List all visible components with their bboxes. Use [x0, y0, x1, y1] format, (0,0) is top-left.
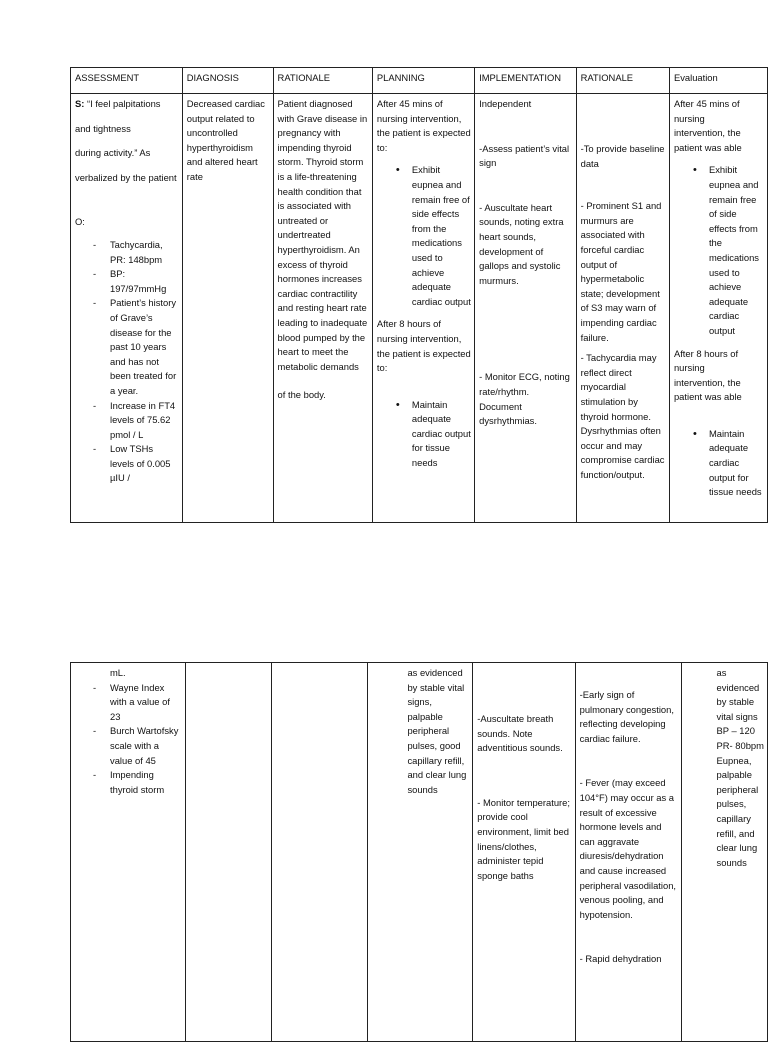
diagnosis-cell [185, 663, 271, 1042]
evaluation-goal-2: • Maintain adequate cardiac output for tissue needs [674, 427, 764, 500]
rationale-text-end: of the body. [277, 389, 326, 401]
rationale-2-item-3: - Rapid dehydration [579, 953, 662, 965]
list-item: - Increase in FT4 levels of 75.62 pmol / L [75, 399, 179, 443]
implementation-label: Independent [479, 98, 532, 109]
diagnosis-cell [182, 94, 273, 523]
evaluation-line: refill, and [716, 827, 755, 839]
implementation-cell [475, 94, 576, 523]
implementation-item-3: - Monitor ECG, noting rate/rhythm. Document dysrhythmias. [479, 371, 570, 427]
list-item: - Burch Wartofsky scale with a value of 45 [75, 724, 182, 768]
subjective-text-2: and tightness [75, 122, 131, 134]
header-row [71, 68, 768, 94]
planning-cell [368, 663, 473, 1042]
evaluation-line: BP – 120 [716, 725, 755, 737]
rationale-cell [273, 94, 372, 523]
implementation-item-2: - Monitor temperature; provide cool environment, limit bed linens/clothes, administer tepid sponge baths [477, 796, 570, 881]
planning-intro-2: After 8 hours of nursing intervention, the patient is expected to: [376, 318, 471, 374]
subjective-text-1: “I feel palpitations [86, 98, 161, 109]
evaluation-line: clear lung [716, 842, 758, 854]
rationale-text: Patient diagnosed with Grave disease in pregnancy with impending thyroid storm. Thyroid storm is a life-threatening health condition that is associated with untreated or undertreated hyperthyroidism. An excess of thyroid hormones increases cardiac contractility and resting heart rate leading to inadequate blood pumped by the heart to meet the metabolic demands [277, 98, 368, 372]
evaluation-cell [681, 663, 767, 1042]
evaluation-continued [686, 666, 764, 870]
evaluation-intro-2: After 8 hours of nursing intervention, the patient was able [673, 347, 742, 403]
objective-list [75, 238, 179, 486]
implementation-item-1: -Auscultate breath sounds. Note adventitious sounds. [477, 713, 563, 754]
rationale-2-item-1: -To provide baseline data [580, 143, 665, 169]
evaluation-intro-1: After 45 mins of nursing intervention, the patient was able [673, 98, 742, 153]
rationale-2-item-2: - Prominent S1 and murmurs are associated with forceful cardiac output of hypermetabolic state; development of S3 may warn of impending cardiac failure. [580, 200, 662, 343]
list-item: - Impending thyroid storm [75, 768, 182, 797]
evaluation-line: PR- 80bpm [716, 739, 764, 751]
planning-continued: as evidenced by stable vital signs, palpable peripheral pulses, good capillary refill, and clear lung sounds [407, 667, 467, 795]
planning-goal-2: • Maintain adequate cardiac output for tissue needs [377, 398, 471, 471]
evaluation-line: peripheral [716, 783, 759, 795]
evaluation-line: sounds [716, 856, 747, 868]
header-implementation: IMPLEMENTATION [475, 68, 576, 94]
objective-label: O: [75, 216, 85, 228]
subjective-text-3: during activity.” As [75, 147, 151, 159]
implementation-item-2: - Auscultate heart sounds, noting extra heart sounds, development of gallops and systolic murmurs. [479, 201, 564, 286]
evaluation-line: palpable [716, 769, 752, 781]
rationale-2-cell [576, 94, 669, 523]
objective-list [75, 681, 182, 798]
header-assessment: ASSESSMENT [71, 68, 183, 94]
assessment-cell [71, 94, 183, 523]
header-planning: PLANNING [372, 68, 474, 94]
evaluation-line: Eupnea, [716, 754, 752, 766]
planning-goal-1: • Exhibit eupnea and remain free of side effects from the medications used to achieve adequate cardiac output [377, 163, 471, 309]
rationale-2-item-1: -Early sign of pulmonary congestion, reflecting developing cardiac failure. [579, 689, 674, 744]
header-rationale: RATIONALE [273, 68, 372, 94]
evaluation-goal-1: • Exhibit eupnea and remain free of side effects from the medications used to achieve adequate cardiac output [674, 163, 764, 338]
rationale-cell [271, 663, 368, 1042]
care-plan-table-page-2 [70, 662, 768, 1042]
implementation-item-1: -Assess patient’s vital sign [479, 142, 570, 169]
content-row [71, 94, 768, 523]
subjective-label: S: [75, 98, 85, 109]
planning-intro-1: After 45 mins of nursing intervention, the patient is expected to: [376, 98, 471, 153]
header-rationale-2: RATIONALE [576, 68, 669, 94]
evaluation-line: pulses, [716, 798, 747, 810]
assessment-continued: mL. [110, 667, 126, 678]
list-item: - Tachycardia, PR: 148bpm [75, 238, 179, 267]
evaluation-line: capillary [716, 812, 751, 824]
rationale-2-item-3: - Tachycardia may reflect direct myocardial stimulation by thyroid hormone. Dysrhythmias often occur and may compromise cardiac function/output. [580, 352, 665, 480]
implementation-cell [473, 663, 575, 1042]
evaluation-line: vital signs [716, 710, 758, 722]
care-plan-table-page-1 [70, 67, 768, 523]
rationale-2-item-2: - Fever (may exceed 104°F) may occur as a result of excessive hormone levels and can aggravate diuresis/dehydration and cause increased peripheral vasodilation, venous pooling, and hypotension. [579, 777, 677, 920]
rationale-2-cell [575, 663, 681, 1042]
header-diagnosis: DIAGNOSIS [182, 68, 273, 94]
evaluation-line: as [716, 667, 727, 678]
diagnosis-text: Decreased cardiac output related to uncontrolled hyperthyroidism and altered heart rate [186, 98, 265, 182]
assessment-cell [71, 663, 186, 1042]
list-item: - Patient’s history of Grave’s disease for the past 10 years and has not been treated for a year. [75, 296, 179, 398]
subjective-text-4: verbalized by the patient [75, 171, 177, 183]
planning-cell [372, 94, 474, 523]
list-item: - Low TSHs levels of 0.005 µIU / [75, 442, 179, 486]
evaluation-line: by stable [716, 696, 755, 708]
list-item: - Wayne Index with a value of 23 [75, 681, 182, 725]
list-item: - BP: 197/97mmHg [75, 267, 179, 296]
evaluation-cell [669, 94, 767, 523]
evaluation-line: evidenced [716, 681, 760, 693]
content-row [71, 663, 768, 1042]
header-evaluation: Evaluation [669, 68, 767, 94]
